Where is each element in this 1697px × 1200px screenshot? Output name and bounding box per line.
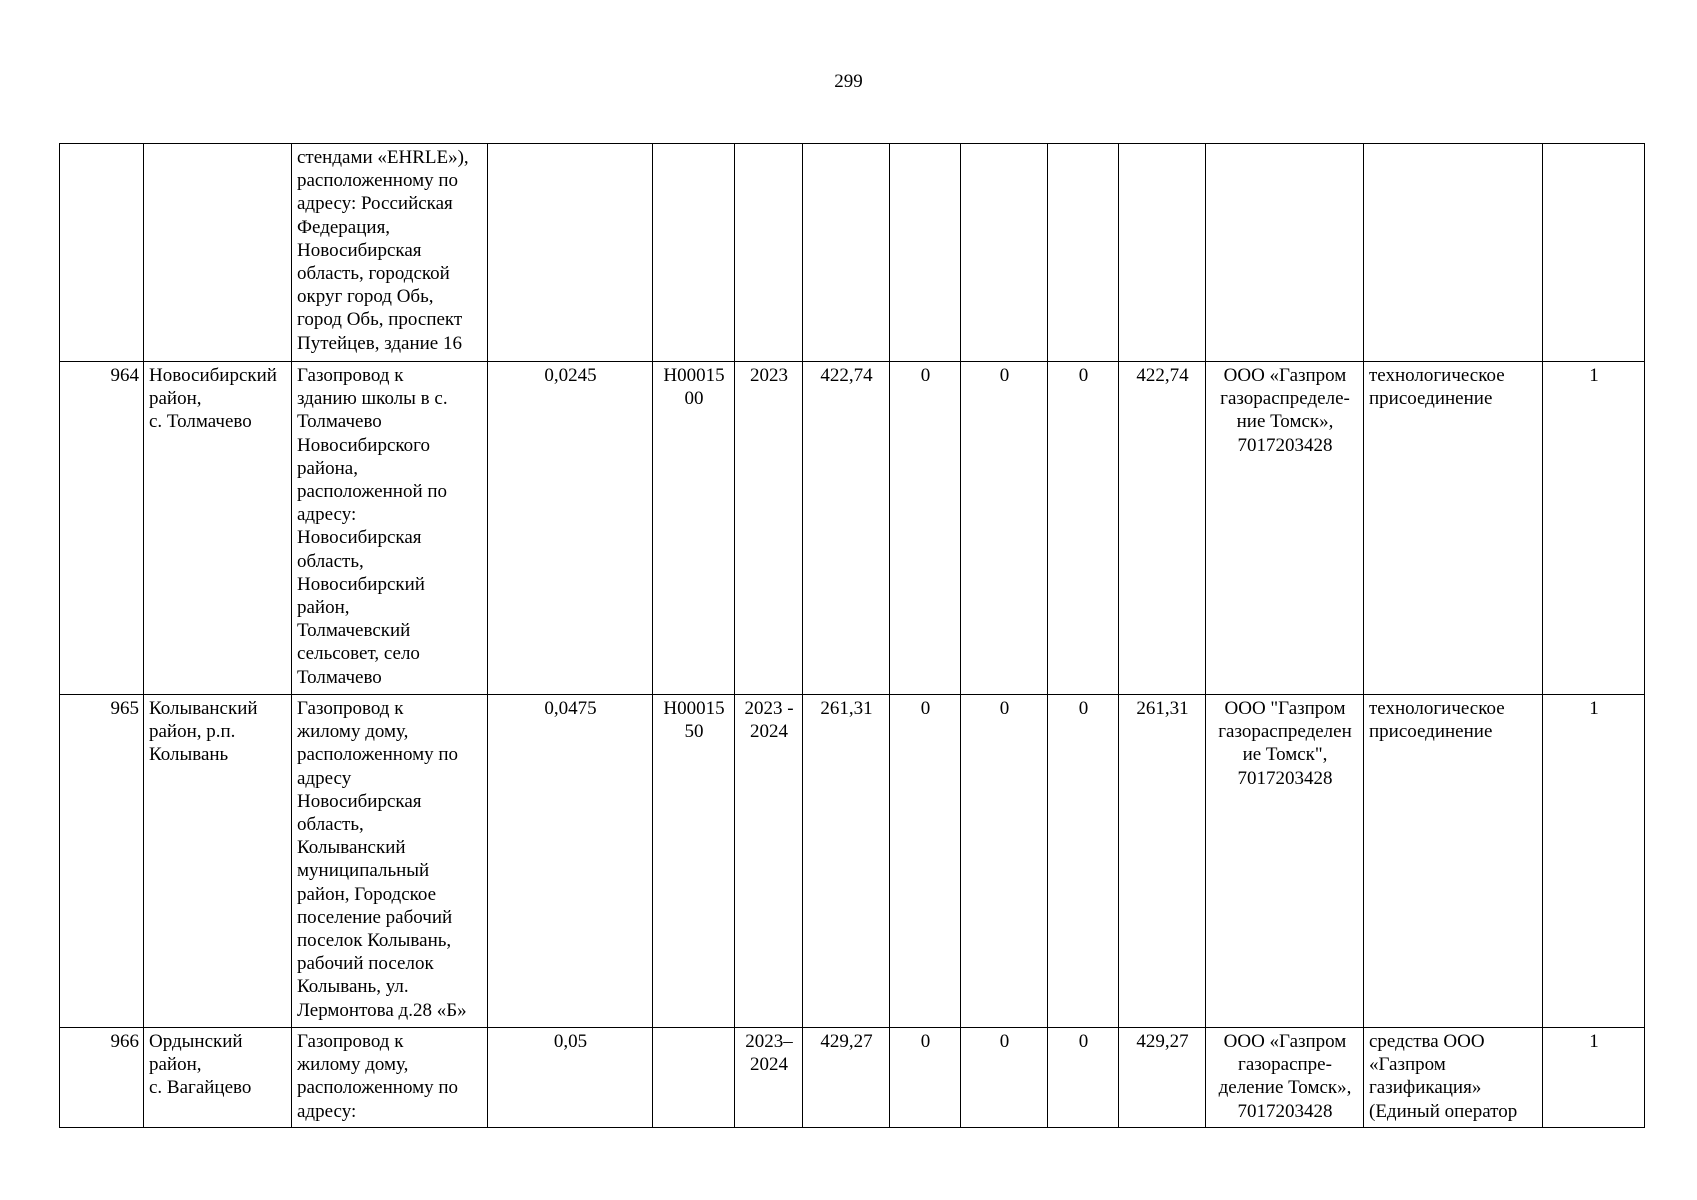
- code-cell: [653, 1028, 735, 1128]
- location-cell: [144, 144, 292, 362]
- cost-cell-3: 0: [1048, 362, 1119, 695]
- location-cell: Новосибирский район, с. Толмачево: [144, 362, 292, 695]
- code-cell: [653, 144, 735, 362]
- table-row: [60, 362, 1645, 695]
- page-number: 299: [834, 71, 863, 92]
- cost-cell-1: [890, 144, 961, 362]
- row-number-cell: 964: [60, 362, 144, 695]
- cost-cell-4: 261,31: [1119, 695, 1206, 1028]
- location-cell: Колыванский район, р.п. Колывань: [144, 695, 292, 1028]
- object-list-table: [59, 143, 1645, 1128]
- cost-cell-2: 0: [961, 362, 1048, 695]
- years-cell: 2023 - 2024: [735, 695, 803, 1028]
- total-cost-cell: 261,31: [803, 695, 890, 1028]
- cost-cell-3: 0: [1048, 1028, 1119, 1128]
- length-cell: 0,05: [488, 1028, 653, 1128]
- years-cell: 2023– 2024: [735, 1028, 803, 1128]
- cost-cell-2: [961, 144, 1048, 362]
- funding-source-cell: средства ООО «Газпром газификация» (Единый оператор: [1364, 1028, 1543, 1128]
- length-cell: [488, 144, 653, 362]
- funding-source-cell: [1364, 144, 1543, 362]
- cost-cell-4: 422,74: [1119, 362, 1206, 695]
- cost-cell-2: 0: [961, 1028, 1048, 1128]
- table-row: [60, 144, 1645, 362]
- organization-cell: ООО «Газпром газораспределе- ние Томск», 7017203428: [1206, 362, 1364, 695]
- row-number-cell: 965: [60, 695, 144, 1028]
- row-number-cell: [60, 144, 144, 362]
- cost-cell-1: 0: [890, 1028, 961, 1128]
- cost-cell-4: [1119, 144, 1206, 362]
- total-cost-cell: [803, 144, 890, 362]
- table-row: [60, 695, 1645, 1028]
- funding-source-cell: технологическое присоединение: [1364, 362, 1543, 695]
- organization-cell: [1206, 144, 1364, 362]
- funding-source-cell: технологическое присоединение: [1364, 695, 1543, 1028]
- row-number-cell: 966: [60, 1028, 144, 1128]
- cost-cell-3: [1048, 144, 1119, 362]
- quantity-cell: 1: [1543, 1028, 1645, 1128]
- cost-cell-2: 0: [961, 695, 1048, 1028]
- length-cell: 0,0475: [488, 695, 653, 1028]
- description-cell: Газопровод к жилому дому, расположенному по адресу:: [292, 1028, 488, 1128]
- table-row: [60, 1028, 1645, 1128]
- location-cell: Ордынский район, с. Вагайцево: [144, 1028, 292, 1128]
- quantity-cell: [1543, 144, 1645, 362]
- description-cell: стендами «EHRLE»), расположенному по адресу: Российская Федерация, Новосибирская область, городской округ город Обь, город Обь, проспект Путейцев, здание 16: [292, 144, 488, 362]
- cost-cell-1: 0: [890, 362, 961, 695]
- quantity-cell: 1: [1543, 695, 1645, 1028]
- total-cost-cell: 422,74: [803, 362, 890, 695]
- cost-cell-1: 0: [890, 695, 961, 1028]
- code-cell: Н00015 50: [653, 695, 735, 1028]
- length-cell: 0,0245: [488, 362, 653, 695]
- cost-cell-4: 429,27: [1119, 1028, 1206, 1128]
- organization-cell: ООО "Газпром газораспределен ие Томск", 7017203428: [1206, 695, 1364, 1028]
- organization-cell: ООО «Газпром газораспре- деление Томск», 7017203428: [1206, 1028, 1364, 1128]
- years-cell: [735, 144, 803, 362]
- code-cell: Н00015 00: [653, 362, 735, 695]
- years-cell: 2023: [735, 362, 803, 695]
- description-cell: Газопровод к жилому дому, расположенному по адресу Новосибирская область, Колыванский муниципальный район, Городское поселение рабочий поселок Колывань, рабочий поселок Колывань, ул. Лермонтова д.28 «Б»: [292, 695, 488, 1028]
- quantity-cell: 1: [1543, 362, 1645, 695]
- description-cell: Газопровод к зданию школы в с. Толмачево Новосибирского района, расположенной по адресу: Новосибирская область, Новосибирский район, Толмачевский сельсовет, село Толмачево: [292, 362, 488, 695]
- cost-cell-3: 0: [1048, 695, 1119, 1028]
- total-cost-cell: 429,27: [803, 1028, 890, 1128]
